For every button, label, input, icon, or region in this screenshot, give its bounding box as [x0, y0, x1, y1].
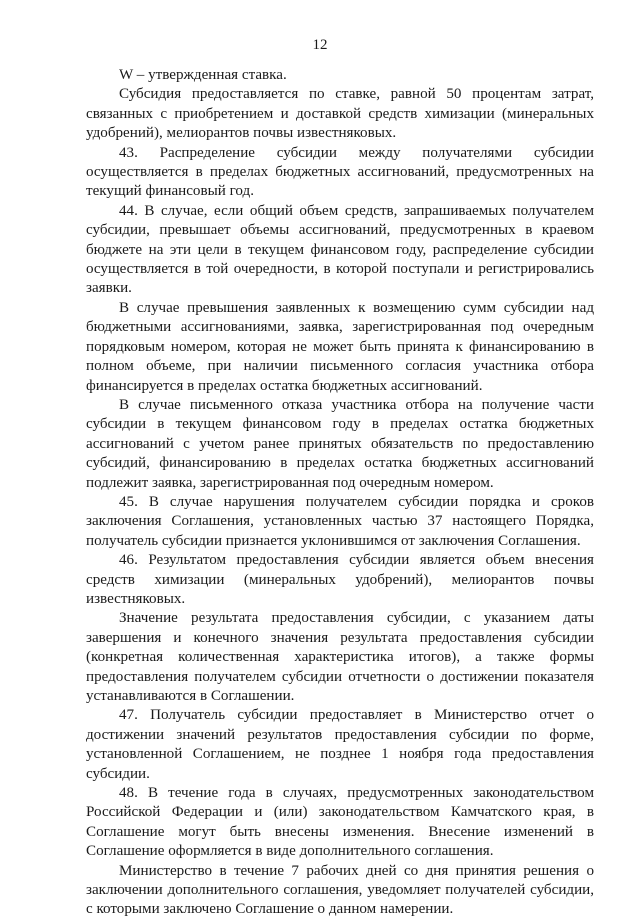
paragraph-excess-claims: В случае превышения заявленных к возмещению сумм субсидии над бюджетными ассигнованиями, заявка, зарегистрированная под очередным порядковым номером, которая не может быть принята к финансированию в полном объеме, при наличии письменного согласия участника отбора финансируется в пределах остатка бюджетных ассигнований.: [86, 299, 594, 394]
paragraph-44: 44. В случае, если общий объем средств, запрашиваемых получателем субсидии, превышает объемы ассигнований, предусмотренных в краевом бюджете на эти цели в текущем финансовом году, распределение субсидии осуществляется в той очередности, в которой поступали и регистрировались заявки.: [86, 202, 594, 297]
page-number: 12: [312, 37, 328, 53]
paragraph-subsidy-rate: Субсидия предоставляется по ставке, равной 50 процентам затрат, связанных с приобретением и доставкой средств химизации (минеральных удобрений), мелиорантов почвы известняковых.: [86, 86, 594, 142]
paragraph-w-rate: W – утвержденная ставка.: [119, 67, 287, 83]
paragraph-written-refusal: В случае письменного отказа участника отбора на получение части субсидии в текущем финансовом году в пределах остатка бюджетных ассигнований с учетом ранее принятых обязательств по предоставлению субсидий, финансированию в пределах остатка бюджетных ассигнований подлежит заявка, зарегистрированная под очередным номером.: [86, 396, 594, 491]
paragraph-47: 47. Получатель субсидии предоставляет в Министерство отчет о достижении значений результатов предоставления субсидии по форме, установленной Соглашением, не позднее 1 ноября года предоставления субсидии.: [86, 707, 594, 782]
paragraph-ministry-notice: Министерство в течение 7 рабочих дней со дня принятия решения о заключении дополнительного соглашения, уведомляет получателей субсидии, с которыми заключено Соглашение о данном намерении.: [86, 862, 594, 918]
paragraph-43: 43. Распределение субсидии между получателями субсидии осуществляется в пределах бюджетных ассигнований, предусмотренных на текущий финансовый год.: [86, 144, 594, 200]
paragraph-45: 45. В случае нарушения получателем субсидии порядка и сроков заключения Соглашения, установленных частью 37 настоящего Порядка, получатель субсидии признается уклонившимся от заключения Соглашения.: [86, 493, 594, 549]
document-body: [86, 66, 594, 920]
paragraph-result-value: Значение результата предоставления субсидии, с указанием даты завершения и конечного значения результата предоставления субсидии (конкретная количественная характеристика итогов), а также формы предоставления получателем субсидии отчетности о достижении показателя устанавливаются в Соглашении.: [86, 610, 594, 704]
paragraph-48: 48. В течение года в случаях, предусмотренных законодательством Российской Федерации и (или) законодательством Камчатского края, в Соглашение могут быть внесены изменения. Внесение изменений в Соглашение оформляется в виде дополнительного соглашения.: [86, 785, 594, 860]
paragraph-46: 46. Результатом предоставления субсидии является объем внесения средств химизации (минеральных удобрений), мелиорантов почвы известняковых.: [86, 552, 594, 607]
